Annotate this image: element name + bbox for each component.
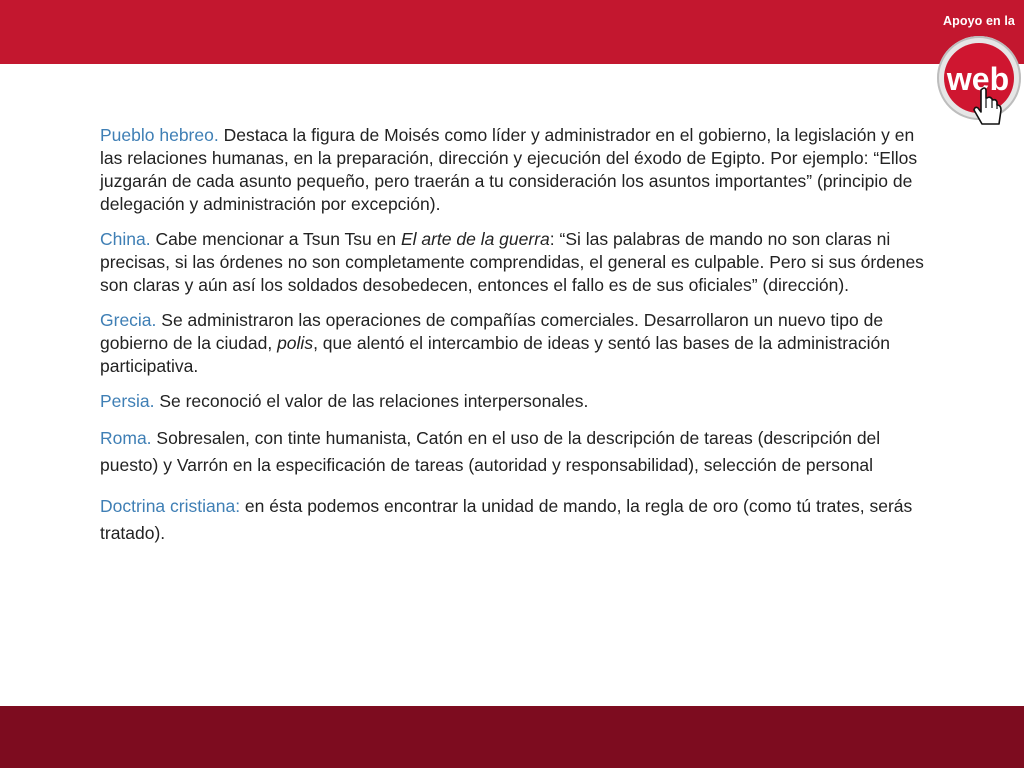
paragraph-heading: Pueblo hebreo.	[100, 125, 219, 145]
badge-caption: Apoyo en la	[943, 14, 1015, 28]
paragraph-text: Se administraron las operaciones de compañías comerciales. Desarrollaron un nuevo tipo de gobierno de la ciudad,	[100, 310, 884, 353]
paragraph-heading: China.	[100, 229, 151, 249]
paragraph-persia	[100, 390, 940, 413]
paragraph-heading: Roma.	[100, 428, 152, 448]
slide-body	[100, 124, 940, 561]
italic-term: polis	[277, 333, 314, 353]
web-support-badge[interactable]	[934, 8, 1024, 140]
book-title: El arte de la guerra	[400, 229, 550, 249]
paragraph-text: , que alentó el intercambio de ideas y sentó las bases de la administración participativa.	[100, 333, 890, 376]
paragraph-heading: Grecia.	[100, 310, 157, 330]
paragraph-text: : “Si las palabras de mando no son claras ni precisas, si las órdenes no son completamente comprendidas, el general es culpable. Pero si sus órdenes son claras y aún así los soldados desobedecen, entonces el fallo es de sus oficiales” (dirección).	[100, 229, 924, 295]
paragraph-grecia	[100, 309, 940, 378]
paragraph-china	[100, 228, 940, 297]
paragraph-text: en ésta podemos encontrar la unidad de mando, la regla de oro (como tú trates, serás tratado).	[100, 496, 913, 543]
paragraph-text: Sobresalen, con tinte humanista, Catón en el uso de la descripción de tareas (descripción del puesto) y Varrón en la especificación de tareas (autoridad y responsabilidad), selección de personal	[100, 428, 881, 475]
paragraph-roma	[100, 425, 940, 479]
paragraph-text: Se reconoció el valor de las relaciones interpersonales.	[154, 391, 589, 411]
paragraph-heading: Persia.	[100, 391, 155, 411]
paragraph-text: Destaca la figura de Moisés como líder y administrador en el gobierno, la legislación y en las relaciones humanas, en la preparación, dirección y ejecución del éxodo de Egipto. Por ejemplo: “Ellos juzgarán de cada asunto pequeño, pero traerán a tu consideración los asuntos importantes” (principio de delegación y administración por excepción).	[100, 125, 918, 214]
paragraph-pueblo-hebreo	[100, 124, 940, 216]
web-logo-text: web	[946, 61, 1010, 97]
top-banner	[0, 0, 1024, 64]
paragraph-text: Cabe mencionar a Tsun Tsu en	[150, 229, 401, 249]
paragraph-doctrina-cristiana	[100, 493, 940, 547]
paragraph-heading: Doctrina cristiana:	[100, 496, 241, 516]
bottom-banner	[0, 706, 1024, 768]
